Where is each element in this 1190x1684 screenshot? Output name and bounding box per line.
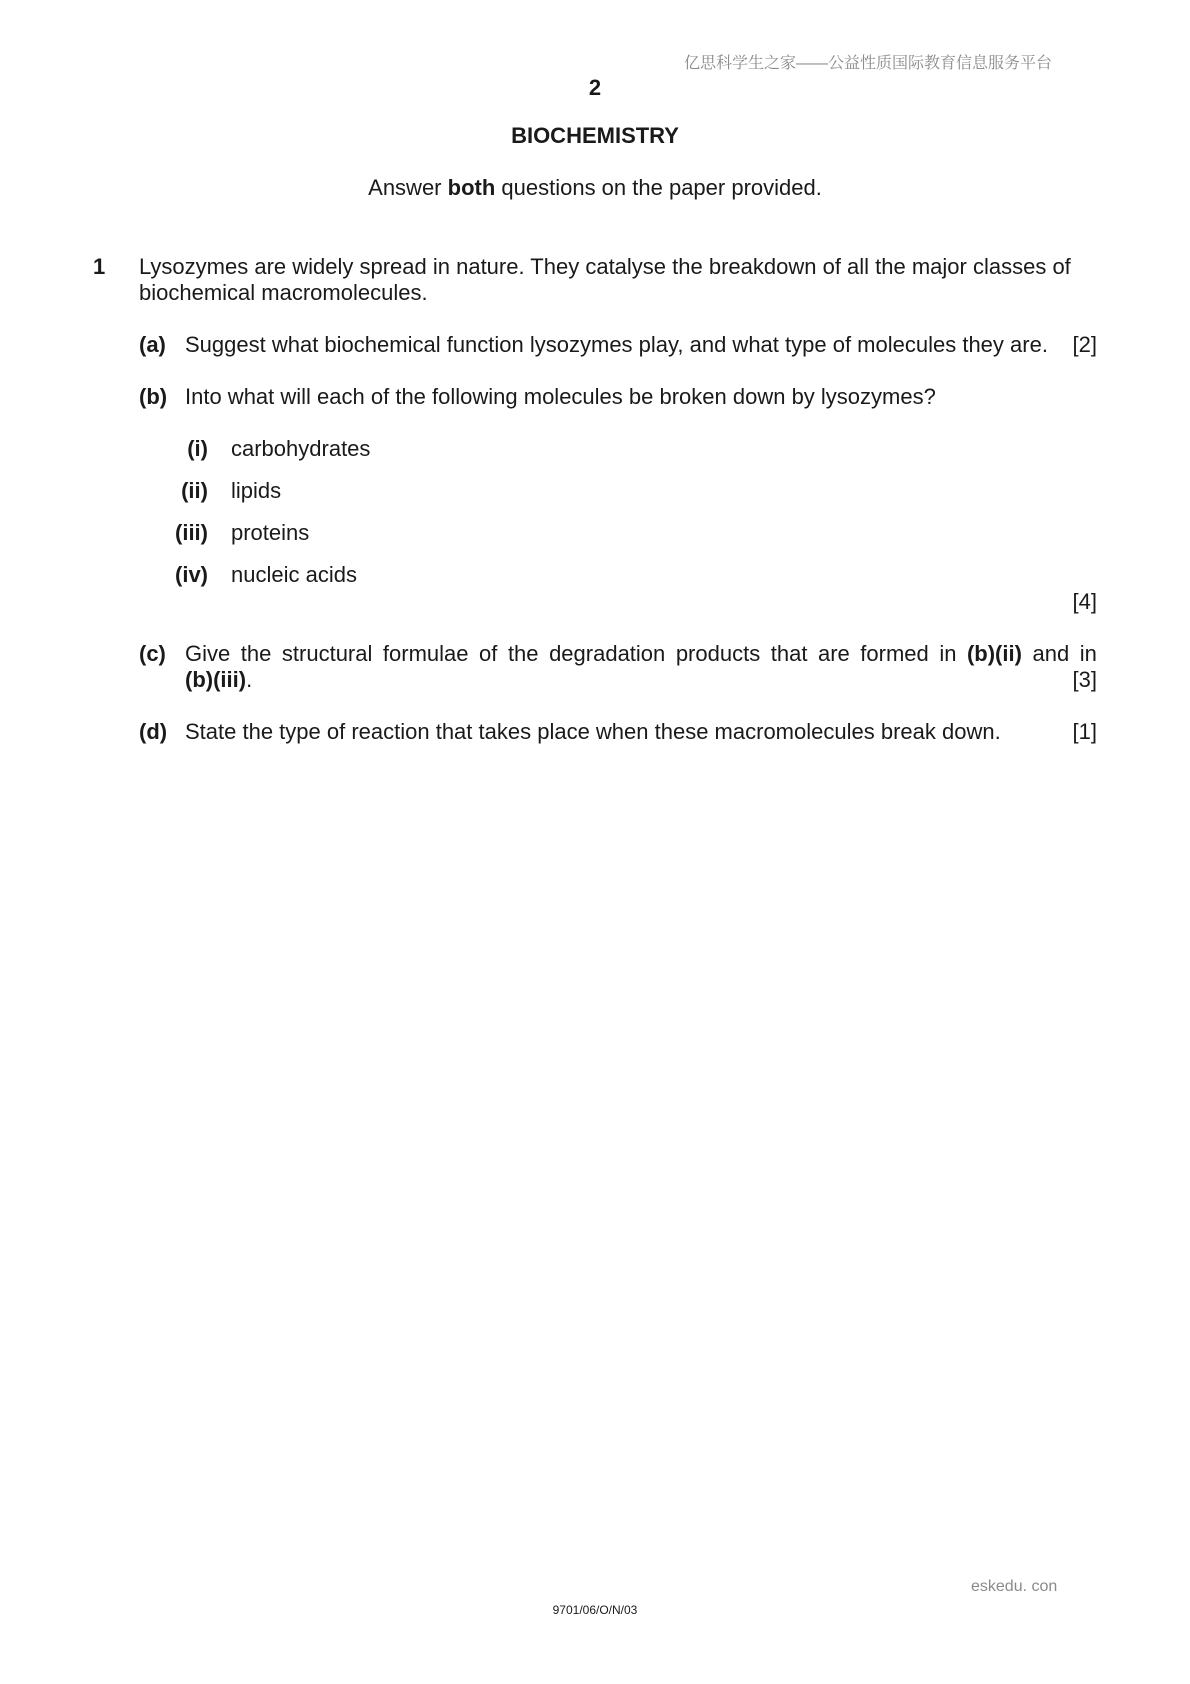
part-b-marks: [4]	[1072, 589, 1097, 614]
part-c-word: structural	[281, 641, 373, 666]
part-b-item-label: (ii)	[181, 478, 208, 503]
instructions-pre: Answer	[368, 175, 448, 200]
part-b-item-label: (iv)	[175, 562, 208, 587]
part-c-word: formulae	[382, 641, 469, 666]
part-c-reference: (b)(ii)	[966, 641, 1022, 666]
part-b-item-text: carbohydrates	[231, 436, 371, 461]
instructions-bold: both	[447, 175, 496, 200]
part-c-word: Give	[185, 641, 231, 666]
instructions-post: questions on the paper provided.	[495, 175, 822, 200]
page-number: 2	[588, 75, 602, 100]
part-b-label: (b)	[139, 384, 168, 409]
part-c-word: formed	[860, 641, 929, 666]
part-c-line1	[185, 641, 1097, 667]
part-a-label: (a)	[139, 332, 166, 357]
section-title: BIOCHEMISTRY	[511, 123, 679, 148]
part-b-item-label: (i)	[187, 436, 208, 461]
part-d-text: State the type of reaction that takes place when these macromolecules break down.	[185, 719, 1001, 744]
part-c-word: and	[1032, 641, 1070, 666]
part-b-text: Into what will each of the following molecules be broken down by lysozymes?	[185, 384, 936, 409]
part-c-word: products	[675, 641, 761, 666]
part-c-label: (c)	[139, 641, 166, 666]
footer-code: 9701/06/O/N/03	[552, 1603, 638, 1617]
instructions	[0, 175, 1190, 201]
part-c-word: degradation	[549, 641, 666, 666]
part-c-line2	[185, 667, 252, 693]
question-intro-line2: biochemical macromolecules.	[139, 280, 428, 305]
part-b-item-text: proteins	[231, 520, 310, 545]
watermark-bottom: eskedu. con	[971, 1578, 1058, 1595]
part-b-item-label: (iii)	[175, 520, 208, 545]
part-d-label: (d)	[139, 719, 168, 744]
part-c-word: in	[939, 641, 957, 666]
part-c-word: in	[1079, 641, 1097, 666]
part-b-item-text: lipids	[231, 478, 282, 503]
part-c-word: of	[479, 641, 498, 666]
part-c-reference: (b)(iii)	[185, 667, 247, 692]
part-c-marks: [3]	[1072, 667, 1097, 692]
question-number: 1	[93, 254, 106, 279]
part-d-marks: [1]	[1072, 719, 1097, 744]
part-a-text: Suggest what biochemical function lysozymes play, and what type of molecules they are.	[185, 332, 1048, 357]
part-c-word: that	[770, 641, 808, 666]
part-a-marks: [2]	[1072, 332, 1097, 357]
part-c-word: the	[240, 641, 272, 666]
part-b-item-text: nucleic acids	[231, 562, 357, 587]
watermark-top: 亿思科学生之家——公益性质国际教育信息服务平台	[684, 55, 1053, 72]
part-c-word: the	[507, 641, 539, 666]
part-c-word: are	[817, 641, 850, 666]
part-c-end: .	[246, 667, 253, 692]
question-intro-line1: Lysozymes are widely spread in nature. They catalyse the breakdown of all the major classes of	[139, 254, 1071, 279]
